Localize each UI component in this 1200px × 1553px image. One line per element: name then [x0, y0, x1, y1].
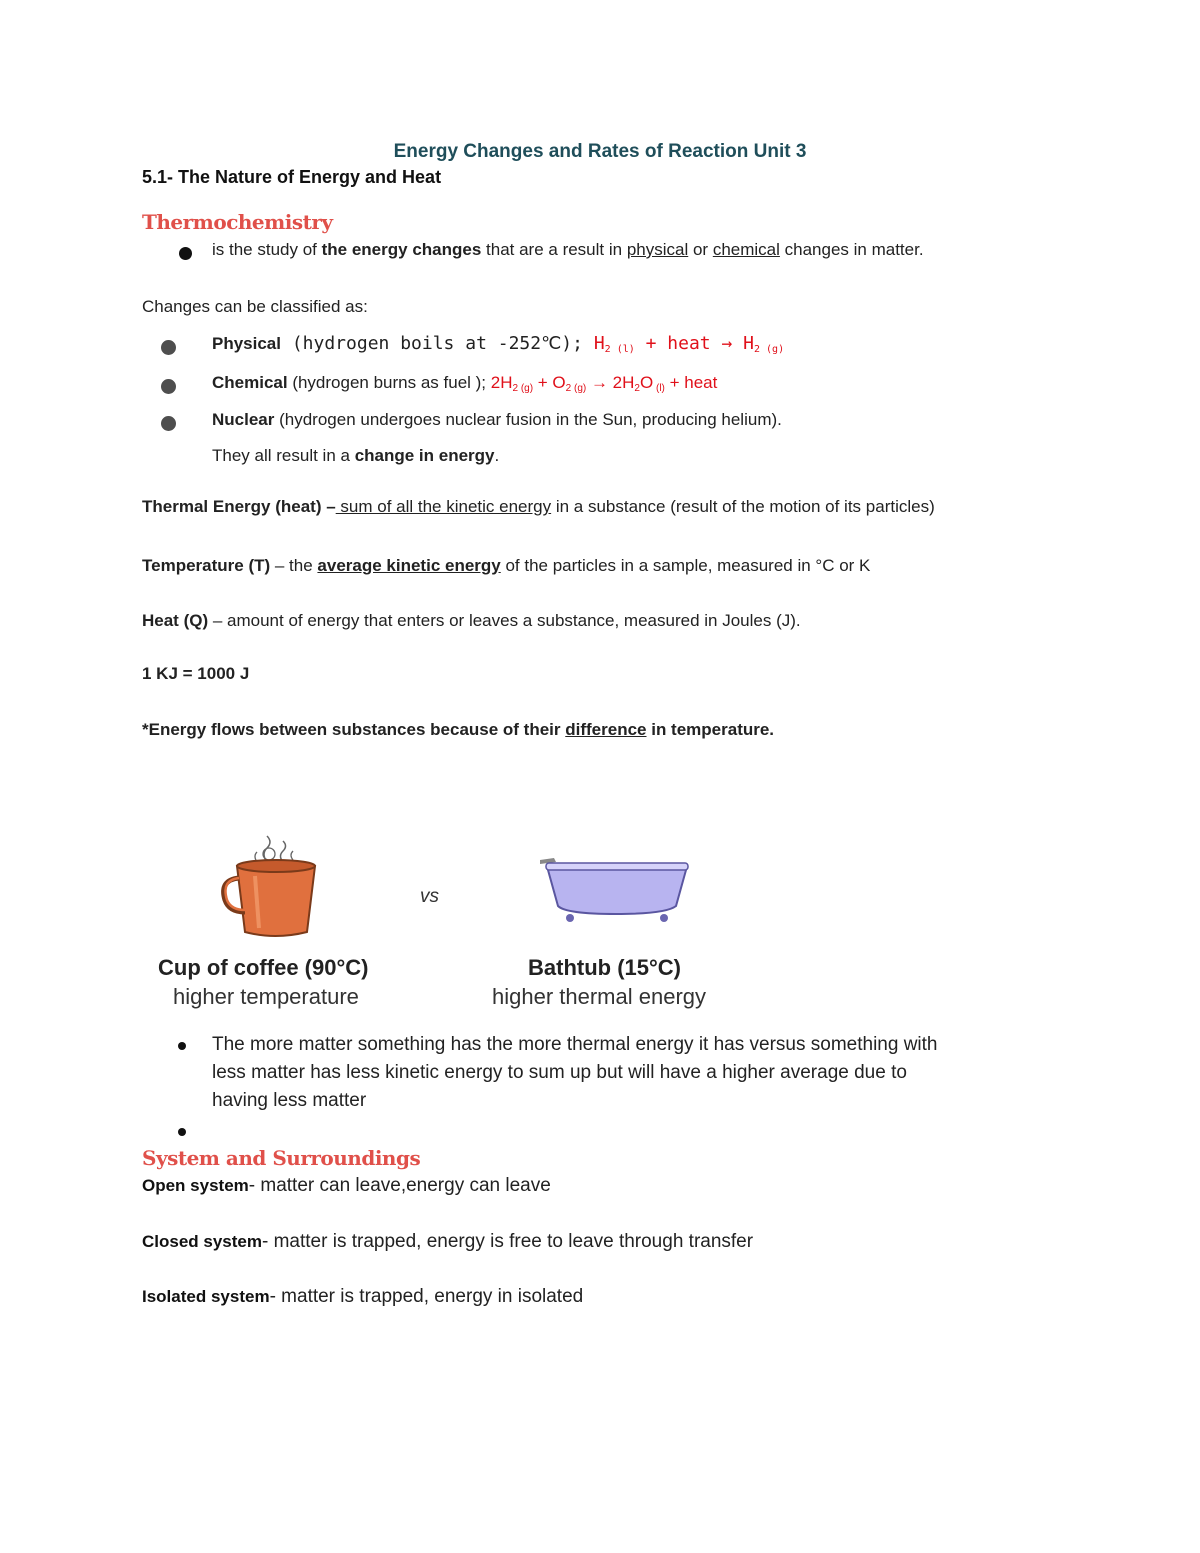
- energy-flow-note: *Energy flows between substances because of their difference in temperature.: [142, 720, 775, 739]
- bullet-icon: [161, 340, 176, 355]
- matter-bullet-line1: The more matter something has the more thermal energy it has versus something with: [212, 1034, 938, 1055]
- all-result-text: They all result in a change in energy.: [212, 446, 500, 465]
- thermochemistry-definition: is the study of the energy changes that are a result in physical or chemical changes in matter.: [212, 240, 924, 259]
- changes-intro: Changes can be classified as:: [142, 297, 368, 316]
- coffee-cup-icon: [215, 832, 325, 944]
- thermal-energy-definition: Thermal Energy (heat) – sum of all the kinetic energy in a substance (result of the motion of its particles): [142, 497, 935, 516]
- kj-conversion: 1 KJ = 1000 J: [142, 664, 250, 683]
- closed-system: Closed system- matter is trapped, energy is free to leave through transfer: [142, 1231, 754, 1252]
- matter-bullet-line2: less matter has less kinetic energy to sum up but will have a higher average due to: [212, 1062, 907, 1083]
- matter-bullet-line3: having less matter: [212, 1090, 367, 1111]
- temperature-definition: Temperature (T) – the average kinetic energy of the particles in a sample, measured in °C or K: [142, 556, 871, 575]
- bullet-icon: [179, 247, 192, 260]
- versus-label: vs: [420, 886, 439, 907]
- physical-change: Physical (hydrogen boils at -252℃); $H_{2 (l)}$ + heat → $H_{2 (g)}$: [212, 333, 785, 355]
- chemical-change: Chemical (hydrogen burns as fuel ); $2H_{2 (g)} + O_{2 (g)} \to 2H_2O$ $_{(l)}$ + heat: [212, 373, 718, 394]
- coffee-caption: Cup of coffee (90°C): [158, 955, 369, 980]
- page-title: Energy Changes and Rates of Reaction Unit 3: [393, 141, 807, 162]
- nuclear-change: Nuclear (hydrogen undergoes nuclear fusion in the Sun, producing helium).: [212, 410, 782, 429]
- system-heading: System and Surroundings: [142, 1146, 421, 1170]
- thermochemistry-heading: Thermochemistry: [142, 210, 333, 234]
- bathtub-caption: Bathtub (15°C): [528, 955, 682, 980]
- bullet-icon: [161, 416, 176, 431]
- heat-definition: Heat (Q) – amount of energy that enters or leaves a substance, measured in Joules (J).: [142, 611, 801, 630]
- section-subtitle: 5.1- The Nature of Energy and Heat: [142, 167, 442, 187]
- bathtub-subcaption: higher thermal energy: [492, 984, 707, 1009]
- coffee-subcaption: higher temperature: [173, 984, 359, 1009]
- bullet-icon: [161, 379, 176, 394]
- open-system: Open system- matter can leave,energy can leave: [142, 1175, 551, 1196]
- bathtub-icon: [536, 852, 696, 924]
- bullet-icon: [178, 1042, 186, 1050]
- isolated-system: Isolated system- matter is trapped, energy in isolated: [142, 1286, 584, 1307]
- bullet-icon: [178, 1128, 186, 1136]
